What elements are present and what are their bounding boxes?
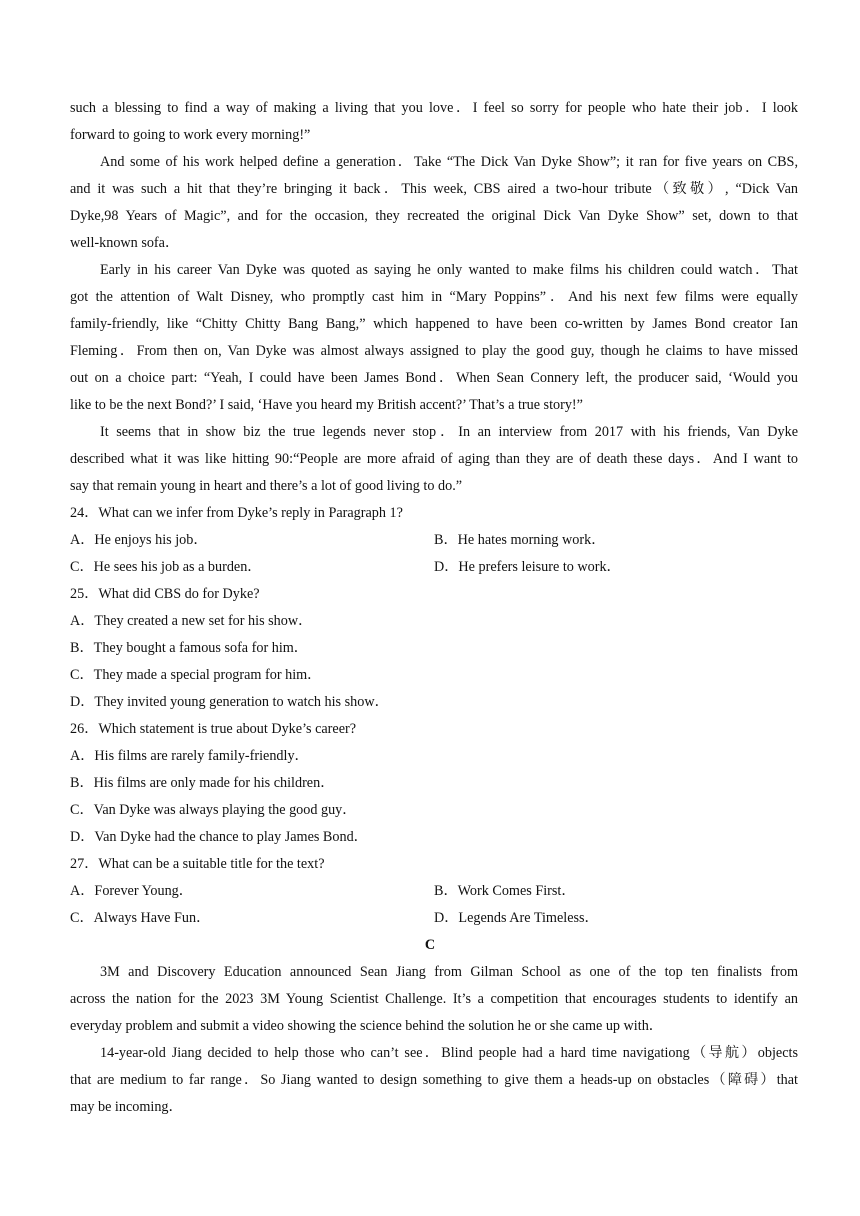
text-line: Early in his career Van Dyke was quoted as saying he only wanted to make films his children could watch．That — [100, 262, 798, 278]
option: C．Van Dyke was always playing the good guy． — [70, 802, 357, 818]
option: C．They made a special program for him． — [70, 667, 322, 683]
option: C．He sees his job as a burden． — [70, 559, 262, 575]
text-line: and it was such a hit that they’re bringing it back．This week, CBS aired a two-hour tribute（致敬）, “Dick Van — [70, 181, 798, 197]
option: D．Van Dyke had the chance to play James Bond． — [70, 829, 368, 845]
option: B．His films are only made for his children． — [70, 775, 335, 791]
option: B．Work Comes First． — [434, 883, 576, 899]
option: A．They created a new set for his show． — [70, 613, 313, 629]
text-line: Dyke,98 Years of Magic”, and for the occasion, they recreated the original Dick Van Dyke Show” set, down to that — [70, 208, 798, 224]
question-stem: 27．What can be a suitable title for the text? — [70, 856, 325, 872]
text-line: such a blessing to find a way of making a living that you love．I feel so sorry for people who hate their job．I look — [70, 100, 798, 116]
question-stem: 24．What can we infer from Dyke’s reply in Paragraph 1? — [70, 505, 403, 521]
option: A．His films are rarely family-friendly． — [70, 748, 309, 764]
text-line: may be incoming． — [70, 1099, 183, 1115]
text-line: well-known sofa． — [70, 235, 180, 251]
option: D．He prefers leisure to work． — [434, 559, 621, 575]
text-line: And some of his work helped define a generation．Take “The Dick Van Dyke Show”; it ran for five years on CBS, — [100, 154, 798, 170]
text-line: Fleming．From then on, Van Dyke was almost always assigned to play the good guy, though he claims to have missed — [70, 343, 798, 359]
option: D．They invited young generation to watch his show． — [70, 694, 389, 710]
text-line: say that remain young in heart and there’s a lot of good living to do.” — [70, 478, 463, 494]
text-line: It seems that in show biz the true legends never stop．In an interview from 2017 with his friends, Van Dyke — [100, 424, 798, 440]
text-line: family-friendly, like “Chitty Chitty Bang Bang,” which happened to have been co-written by James Bond creator Ian — [70, 316, 798, 332]
option: B．They bought a famous sofa for him． — [70, 640, 308, 656]
section-heading: C — [424, 937, 436, 953]
option: A．Forever Young． — [70, 883, 193, 899]
question-stem: 26．Which statement is true about Dyke’s career? — [70, 721, 357, 737]
text-line: 14-year-old Jiang decided to help those who can’t see．Blind people had a hard time navigationg（导航）objects — [100, 1045, 798, 1061]
text-line: everyday problem and submit a video showing the science behind the solution he or she came up with． — [70, 1018, 663, 1034]
text-line: across the nation for the 2023 3M Young Scientist Challenge. It’s a competition that encourages students to identify an — [70, 991, 798, 1007]
text-line: got the attention of Walt Disney, who promptly cast him in “Mary Poppins”．And his next few films were equally — [70, 289, 798, 305]
text-line: forward to going to work every morning!” — [70, 127, 311, 143]
option: A．He enjoys his job． — [70, 532, 208, 548]
option: D．Legends Are Timeless． — [434, 910, 599, 926]
text-line: like to be the next Bond?’ I said, ‘Have you heard my British accent?’ That’s a true story!” — [70, 397, 583, 413]
text-line: described what it was like hitting 90:“People are more afraid of aging than they are of death these days．And I want to — [70, 451, 798, 467]
option: C．Always Have Fun． — [70, 910, 211, 926]
text-line: 3M and Discovery Education announced Sean Jiang from Gilman School as one of the top ten finalists from — [100, 964, 798, 980]
text-line: that are medium to far range．So Jiang wanted to design something to give them a heads-up on obstacles（障碍）that — [70, 1072, 798, 1088]
question-stem: 25．What did CBS do for Dyke? — [70, 586, 260, 602]
text-line: out on a choice part: “Yeah, I could have been James Bond．When Sean Connery left, the producer said, ‘Would you — [70, 370, 798, 386]
option: B．He hates morning work． — [434, 532, 606, 548]
